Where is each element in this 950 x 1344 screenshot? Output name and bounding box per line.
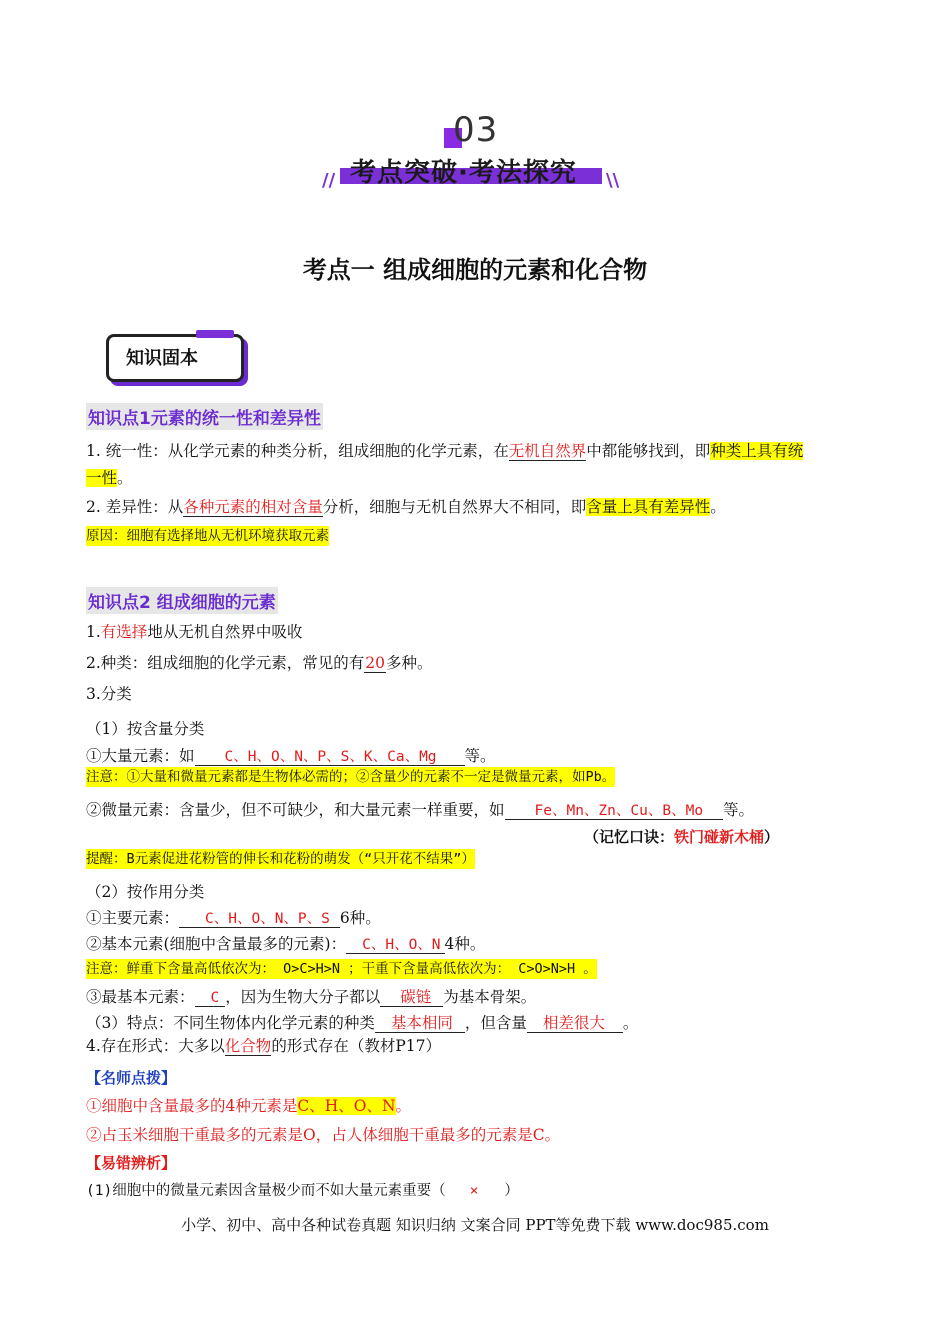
text: 。 [710, 498, 726, 516]
highlight: 含量上具有差异性 [586, 498, 711, 516]
text: ，但含量 [464, 1014, 527, 1032]
kp1-reason-note: 原因：细胞有选择地从无机环境获取元素 [86, 528, 329, 544]
kp2-by-content: （1）按含量分类 [86, 720, 205, 738]
teacher-tip-1 [86, 1095, 411, 1117]
kp2-item2 [86, 652, 433, 674]
banner-title: 考点突破·考法探究 [350, 158, 577, 188]
text: 4种。 [444, 935, 486, 953]
answer: C、H、O、N、P、S、K、Ca、Mg [195, 749, 465, 766]
kp2-note-weight-order: 注意：鲜重下含量高低依次为： O>C>H>N ；干重下含量高低依次为： C>O>N>H 。 [86, 961, 597, 977]
text: 。 [117, 469, 133, 487]
text: 4.存在形式：大多以 [86, 1037, 225, 1055]
page-footer: 小学、初中、高中各种试卷真题 知识归纳 文案合同 PPT等免费下载 www.doc985.com [181, 1216, 769, 1234]
text: 多种。 [386, 654, 433, 672]
banner-slash-left: // [322, 170, 336, 191]
text: 为基本骨架。 [443, 988, 537, 1006]
text: ①主要元素： [86, 909, 180, 927]
kp2-note-boron: 提醒：B元素促进花粉管的伸长和花粉的萌发（“只开花不结果”） [86, 851, 475, 867]
mnemonic-phrase: 铁门碰新木桶 [674, 828, 765, 846]
teacher-tips-heading: 【名师点拨】 [86, 1069, 177, 1087]
answer: 碳链 [380, 988, 443, 1007]
section-title: 考点一 组成细胞的元素和化合物 [302, 256, 648, 284]
text: 分析，细胞与无机自然界大不相同，即 [322, 498, 587, 516]
text: 6种。 [339, 909, 381, 927]
answer: C [195, 990, 226, 1007]
answer: 基本相同 [375, 1014, 465, 1033]
kp2-title: 知识点2 组成细胞的元素 [86, 587, 278, 614]
badge-decoration [196, 330, 234, 338]
text: （记忆口诀： [584, 828, 675, 846]
text: （3）特点：不同生物体内化学元素的种类 [86, 1014, 375, 1032]
text: (1)细胞中的微量元素因含量极少而不如大量元素重要（ [86, 1183, 446, 1199]
error-question-1 [86, 1180, 519, 1202]
text: ①细胞中含量最多的4种元素是 [86, 1097, 298, 1115]
answer: 相差很大 [527, 1014, 623, 1033]
text: 2.种类：组成细胞的化学元素，常见的有 [86, 654, 365, 672]
answer: C、H、O、N [346, 937, 444, 954]
text: 等。 [723, 801, 755, 819]
text: ②微量元素：含量少，但不可缺少，和大量元素一样重要，如 [86, 801, 505, 819]
kp2-item3: 3.分类 [86, 685, 132, 703]
text: ②基本元素(细胞中含量最多的元素)： [86, 935, 347, 953]
answer: C、H、O、N、P、S [179, 911, 340, 928]
kp2-feature-line [86, 1012, 638, 1034]
answer: 有选择 [100, 623, 148, 641]
error-analysis-heading: 【易错辨析】 [86, 1154, 177, 1172]
banner-slash-right: \\ [606, 170, 620, 191]
kp2-fundamental-element [86, 986, 536, 1009]
kp1-unity-line-cont [86, 467, 133, 489]
kp2-basic-elements [86, 933, 485, 956]
kp2-note-macro-micro: 注意：①大量和微量元素都是生物体必需的；②含量少的元素不一定是微量元素，如Pb。 [86, 769, 616, 785]
highlight: C、H、O、N [297, 1097, 396, 1115]
text: 1. 统一性：从化学元素的种类分析，组成细胞的化学元素，在 [86, 442, 509, 460]
answer: 无机自然界 [508, 442, 587, 460]
text: 1. [86, 623, 101, 641]
kp2-item4 [86, 1035, 441, 1057]
text: 中都能够找到，即 [586, 442, 711, 460]
answer-mark: × [469, 1183, 479, 1199]
answer: 20 [365, 654, 386, 672]
teacher-tip-2: ②占玉米细胞干重最多的元素是O，占人体细胞干重最多的元素是C。 [86, 1126, 561, 1144]
text: 2. 差异性：从 [86, 498, 184, 516]
knowledge-badge-label: 知识固本 [126, 348, 198, 369]
text: ，因为生物大分子都以 [225, 988, 381, 1006]
text: 等。 [464, 747, 496, 765]
kp1-diversity-line [86, 496, 726, 518]
answer: 各种元素的相对含量 [183, 498, 323, 516]
text: ） [504, 1183, 519, 1199]
text: 地从无机自然界中吸收 [147, 623, 303, 641]
kp2-main-elements [86, 907, 381, 930]
kp1-title: 知识点1元素的统一性和差异性 [86, 403, 323, 430]
kp2-item1 [86, 621, 302, 643]
text: 。 [395, 1097, 412, 1115]
highlight: 一性 [86, 469, 118, 487]
kp2-macro-line [86, 745, 496, 768]
kp2-micro-line [86, 799, 754, 822]
text: ①大量元素：如 [86, 747, 195, 765]
kp1-unity-line [86, 440, 803, 462]
text: ） [764, 828, 780, 846]
highlight: 种类上具有统 [710, 442, 804, 460]
text: ③最基本元素： [86, 988, 195, 1006]
kp2-mnemonic [584, 826, 779, 848]
answer: 化合物 [224, 1037, 272, 1055]
section-number: 03 [453, 110, 499, 150]
text: 。 [622, 1014, 639, 1032]
text: 的形式存在（教材P17） [271, 1037, 441, 1055]
answer: Fe、Mn、Zn、Cu、B、Mo [505, 803, 724, 820]
kp2-by-function: （2）按作用分类 [86, 883, 205, 901]
